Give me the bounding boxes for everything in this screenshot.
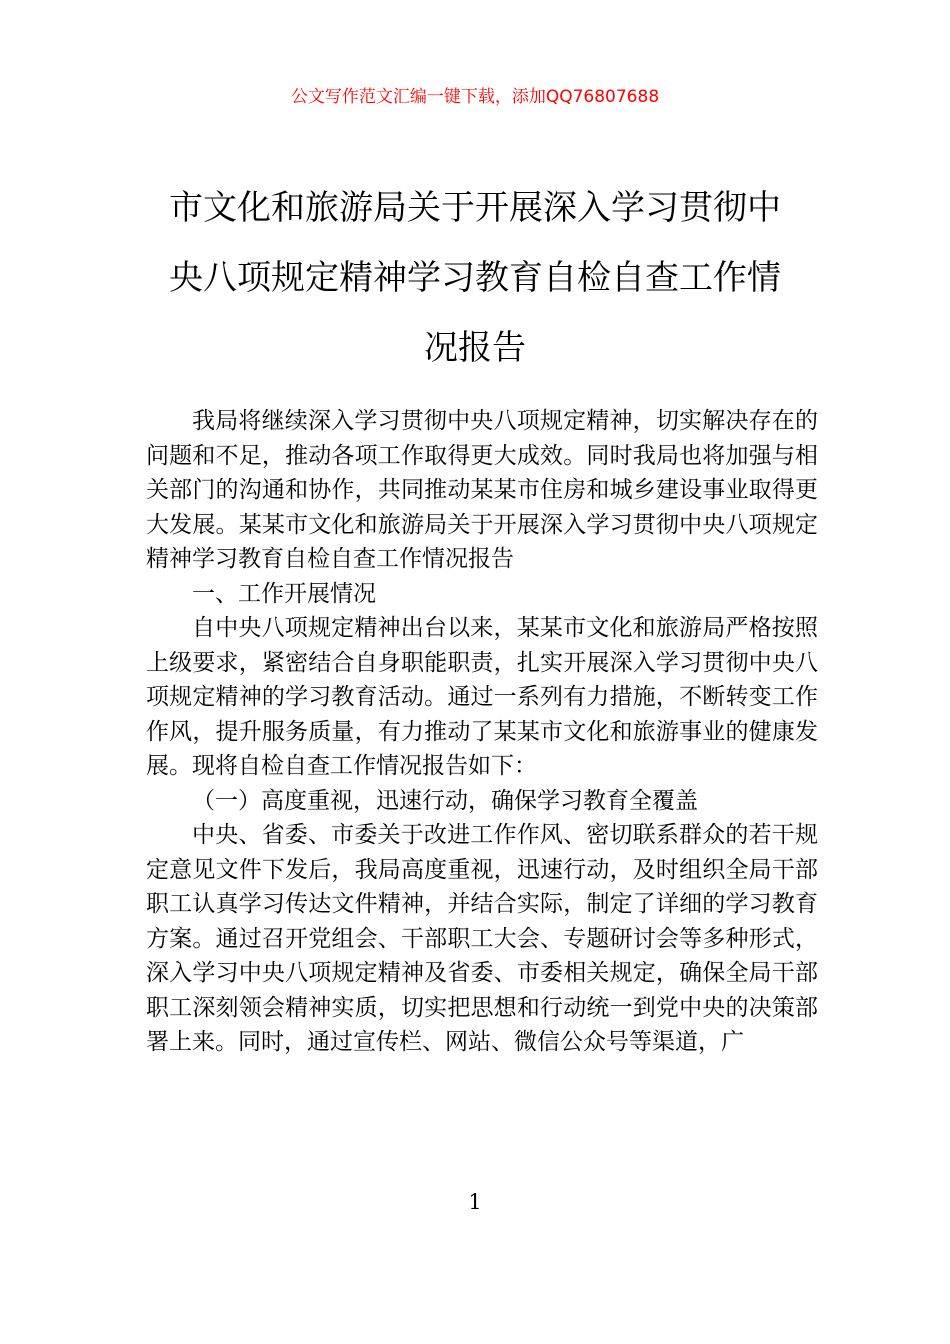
subsection-heading-1: （一）高度重视，迅速行动，确保学习教育全覆盖 [192, 787, 698, 814]
page-number: 1 [468, 1190, 482, 1214]
document-title [140, 173, 810, 383]
title-line: 市文化和旅游局关于开展深入学习贯彻中 [169, 188, 781, 228]
download-note: 公文写作范文汇编一键下载，添加QQ76807688 [290, 87, 660, 107]
paragraph-detail: 中央、省委、市委关于改进工作作风、密切联系群众的若干规定意见文件下发后，我局高度重视，迅速行动，及时组织全局干部职工认真学习传达文件精神，并结合实际，制定了详细的学习教育方案。通过召开党组会、干部职工大会、专题研讨会等多种形式，深入学习中央八项规定精神及省委、市委相关规定，确保全局干部职工深刻领会精神实质，切实把思想和行动统一到党中央的决策部署上来。同时，通过宣传栏、网站、微信公众号等渠道，广 [146, 822, 818, 1055]
paragraph-overview: 自中央八项规定精神出台以来，某某市文化和旅游局严格按照上级要求，紧密结合自身职能职责，扎实开展深入学习贯彻中央八项规定精神的学习教育活动。通过一系列有力措施，不断转变工作作风，提升服务质量，有力推动了某某市文化和旅游事业的健康发展。现将自检自查工作情况报告如下： [146, 615, 818, 779]
title-line: 况报告 [424, 328, 526, 368]
paragraph-intro: 我局将继续深入学习贯彻中央八项规定精神，切实解决存在的问题和不足，推动各项工作取得更大成效。同时我局也将加强与相关部门的沟通和协作，共同推动某某市住房和城乡建设事业取得更大发展。某某市文化和旅游局关于开展深入学习贯彻中央八项规定精神学习教育自检自查工作情况报告 [146, 408, 818, 572]
document-body [146, 404, 818, 1060]
section-heading-1: 一、工作开展情况 [192, 580, 376, 607]
title-line: 央八项规定精神学习教育自检自查工作情 [169, 258, 781, 298]
